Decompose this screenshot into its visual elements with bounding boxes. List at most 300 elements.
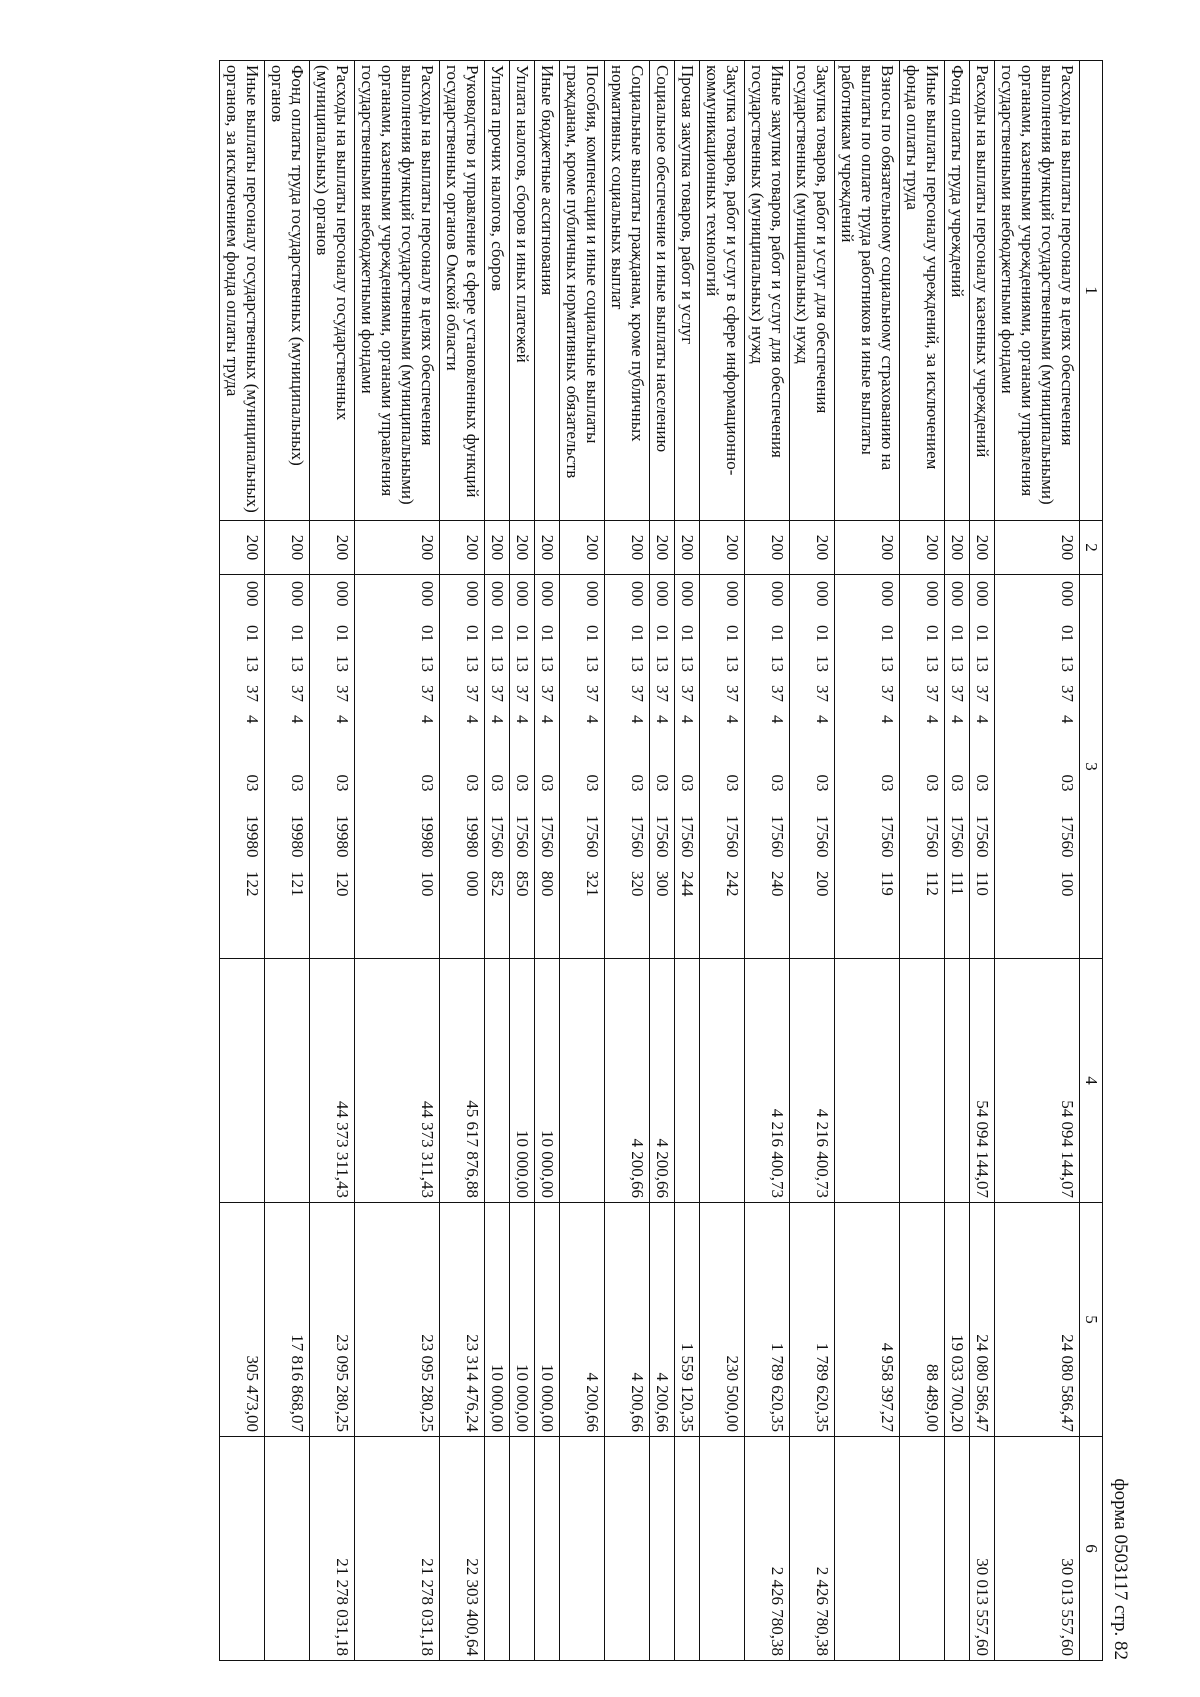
row-approved-amount: 54 094 144,07 — [970, 959, 995, 1203]
row-name: Социальные выплаты гражданам, кроме публичных нормативных социальных выплат — [605, 61, 650, 521]
table-row — [995, 61, 1080, 1661]
code-part: 19980 — [418, 815, 437, 858]
row-executed-amount: 4 200,66 — [650, 1203, 675, 1437]
row-unexecuted-amount — [900, 1437, 945, 1661]
code-parts — [287, 575, 307, 958]
row-approved-amount: 10 000,00 — [535, 959, 560, 1203]
code-part: 000 — [333, 581, 352, 607]
code-part: 03 — [878, 774, 897, 792]
code-part: 01 — [678, 625, 697, 642]
code-part: 17560 — [628, 815, 647, 858]
table-row — [675, 61, 700, 1661]
row-executed-amount: 88 489,00 — [900, 1203, 945, 1437]
row-approved-amount: 4 200,66 — [605, 959, 650, 1203]
code-part: 4 — [948, 715, 967, 724]
code-part: 13 — [333, 655, 352, 672]
table-row — [700, 61, 745, 1661]
row-executed-amount: 23 095 280,25 — [355, 1203, 440, 1437]
code-part: 111 — [948, 871, 967, 896]
code-part: 121 — [288, 871, 307, 897]
row-name: Пособия, компенсации и иные социальные выплаты гражданам, кроме публичных нормативных обязательств — [560, 61, 605, 521]
row-line-code: 200 — [835, 521, 900, 575]
code-part: 852 — [488, 871, 507, 897]
code-part: 4 — [463, 715, 482, 724]
row-classification-code — [265, 575, 310, 959]
code-part: 13 — [243, 655, 262, 672]
code-part: 120 — [333, 871, 352, 897]
row-approved-amount — [835, 959, 900, 1203]
table-row — [650, 61, 675, 1661]
row-classification-code — [220, 575, 265, 959]
row-classification-code — [485, 575, 510, 959]
code-parts — [487, 575, 507, 958]
code-part: 000 — [628, 581, 647, 607]
row-line-code: 200 — [605, 521, 650, 575]
table-row — [560, 61, 605, 1661]
table-row — [970, 61, 995, 1661]
code-part: 000 — [653, 581, 672, 607]
row-approved-amount — [945, 959, 970, 1203]
code-part: 37 — [538, 685, 557, 702]
code-part: 17560 — [923, 815, 942, 858]
code-part: 122 — [243, 871, 262, 897]
row-line-code: 200 — [970, 521, 995, 575]
code-part: 37 — [973, 685, 992, 702]
code-part: 37 — [678, 685, 697, 702]
code-part: 37 — [288, 685, 307, 702]
row-name: Социальное обеспечение и иные выплаты населению — [650, 61, 675, 521]
code-part: 4 — [878, 715, 897, 724]
table-row — [790, 61, 835, 1661]
row-line-code: 200 — [995, 521, 1080, 575]
row-classification-code — [900, 575, 945, 959]
code-part: 13 — [288, 655, 307, 672]
row-executed-amount: 230 500,00 — [700, 1203, 745, 1437]
code-part: 17560 — [513, 815, 532, 858]
row-unexecuted-amount — [535, 1437, 560, 1661]
code-part: 37 — [768, 685, 787, 702]
code-part: 37 — [723, 685, 742, 702]
row-approved-amount — [560, 959, 605, 1203]
code-part: 800 — [538, 871, 557, 897]
code-part: 01 — [513, 625, 532, 642]
code-part: 17560 — [678, 815, 697, 858]
code-part: 37 — [878, 685, 897, 702]
code-part: 01 — [813, 625, 832, 642]
code-part: 37 — [583, 685, 602, 702]
code-part: 13 — [813, 655, 832, 672]
code-part: 03 — [333, 774, 352, 792]
code-part: 03 — [723, 774, 742, 792]
code-parts — [627, 575, 647, 958]
col-header-4: 4 — [1080, 959, 1103, 1203]
table-row — [265, 61, 310, 1661]
code-part: 244 — [678, 871, 697, 897]
row-executed-amount: 24 080 586,47 — [995, 1203, 1080, 1437]
code-part: 37 — [488, 685, 507, 702]
code-part: 37 — [923, 685, 942, 702]
code-parts — [652, 575, 672, 958]
code-part: 100 — [1058, 871, 1077, 897]
row-line-code: 200 — [355, 521, 440, 575]
row-name: Уплата налогов, сборов и иных платежей — [510, 61, 535, 521]
row-executed-amount: 1 559 120,35 — [675, 1203, 700, 1437]
row-line-code: 200 — [265, 521, 310, 575]
code-part: 100 — [418, 871, 437, 897]
col-header-3: 3 — [1080, 575, 1103, 959]
code-part: 13 — [1058, 655, 1077, 672]
form-reference: форма 0503117 стр. 82 — [1110, 1478, 1131, 1660]
table-row — [220, 61, 265, 1661]
row-name: Иные выплаты персоналу государственных (муниципальных) органов, за исключением фонда оплаты труда — [220, 61, 265, 521]
table-row — [745, 61, 790, 1661]
code-part: 03 — [243, 774, 262, 792]
code-parts — [767, 575, 787, 958]
code-part: 37 — [513, 685, 532, 702]
code-part: 03 — [513, 774, 532, 792]
row-unexecuted-amount — [675, 1437, 700, 1661]
row-approved-amount: 44 373 311,43 — [310, 959, 355, 1203]
table-row — [900, 61, 945, 1661]
code-part: 03 — [488, 774, 507, 792]
code-part: 01 — [463, 625, 482, 642]
row-approved-amount: 45 617 876,88 — [440, 959, 485, 1203]
row-classification-code — [700, 575, 745, 959]
row-approved-amount: 10 000,00 — [510, 959, 535, 1203]
row-classification-code — [355, 575, 440, 959]
row-classification-code — [835, 575, 900, 959]
row-unexecuted-amount — [700, 1437, 745, 1661]
code-part: 37 — [628, 685, 647, 702]
row-executed-amount: 19 033 700,20 — [945, 1203, 970, 1437]
row-name: Иные выплаты персоналу учреждений, за исключением фонда оплаты труда — [900, 61, 945, 521]
row-line-code: 200 — [440, 521, 485, 575]
code-part: 4 — [678, 715, 697, 724]
code-part: 17560 — [488, 815, 507, 858]
code-part: 13 — [628, 655, 647, 672]
row-name: Расходы на выплаты персоналу в целях обеспечения выполнения функций государственными (муниципальными) органами, казенными учреждениями, органами управления государственными внебюджетными фондами — [355, 61, 440, 521]
table-row — [310, 61, 355, 1661]
row-executed-amount: 10 000,00 — [510, 1203, 535, 1437]
row-executed-amount: 4 200,66 — [560, 1203, 605, 1437]
code-part: 01 — [538, 625, 557, 642]
col-header-1: 1 — [1080, 61, 1103, 521]
table-row — [605, 61, 650, 1661]
code-part: 01 — [418, 625, 437, 642]
row-name: Расходы на выплаты персоналу в целях обеспечения выполнения функций государственными (муниципальными) органами, казенными учреждениями, органами управления государственными внебюджетными фондами — [995, 61, 1080, 521]
code-parts — [1057, 575, 1077, 958]
table-row — [945, 61, 970, 1661]
code-parts — [537, 575, 557, 958]
row-classification-code — [535, 575, 560, 959]
row-classification-code — [605, 575, 650, 959]
code-part: 000 — [288, 581, 307, 607]
code-part: 000 — [243, 581, 262, 607]
code-part: 242 — [723, 871, 742, 897]
code-part: 01 — [333, 625, 352, 642]
row-line-code: 200 — [510, 521, 535, 575]
row-unexecuted-amount: 22 303 400,64 — [440, 1437, 485, 1661]
row-executed-amount: 4 200,66 — [605, 1203, 650, 1437]
code-part: 37 — [1058, 685, 1077, 702]
code-part: 03 — [538, 774, 557, 792]
row-line-code: 200 — [745, 521, 790, 575]
row-approved-amount: 44 373 311,43 — [355, 959, 440, 1203]
code-part: 03 — [768, 774, 787, 792]
code-part: 321 — [583, 871, 602, 897]
row-executed-amount: 17 816 868,07 — [265, 1203, 310, 1437]
code-part: 4 — [538, 715, 557, 724]
row-approved-amount: 4 200,66 — [650, 959, 675, 1203]
code-part: 37 — [333, 685, 352, 702]
col-header-6: 6 — [1080, 1437, 1103, 1661]
code-part: 4 — [813, 715, 832, 724]
row-unexecuted-amount — [945, 1437, 970, 1661]
code-part: 19980 — [288, 815, 307, 858]
code-part: 4 — [243, 715, 262, 724]
code-part: 000 — [923, 581, 942, 607]
row-line-code: 200 — [675, 521, 700, 575]
code-part: 13 — [653, 655, 672, 672]
table-row — [355, 61, 440, 1661]
row-name: Прочая закупка товаров, работ и услуг — [675, 61, 700, 521]
code-part: 17560 — [768, 815, 787, 858]
code-part: 000 — [813, 581, 832, 607]
code-part: 17560 — [1058, 815, 1077, 858]
table-row — [835, 61, 900, 1661]
code-part: 01 — [878, 625, 897, 642]
code-part: 000 — [463, 871, 482, 897]
code-part: 03 — [583, 774, 602, 792]
table-row — [510, 61, 535, 1661]
code-parts — [332, 575, 352, 958]
row-line-code: 200 — [900, 521, 945, 575]
row-classification-code — [970, 575, 995, 959]
code-part: 000 — [463, 581, 482, 607]
row-line-code: 200 — [650, 521, 675, 575]
code-part: 000 — [488, 581, 507, 607]
code-part: 03 — [973, 774, 992, 792]
row-approved-amount: 54 094 144,07 — [995, 959, 1080, 1203]
code-part: 17560 — [948, 815, 967, 858]
row-executed-amount: 23 314 476,24 — [440, 1203, 485, 1437]
row-approved-amount — [675, 959, 700, 1203]
row-name: Фонд оплаты труда государственных (муниципальных) органов — [265, 61, 310, 521]
row-classification-code — [675, 575, 700, 959]
code-part: 03 — [463, 774, 482, 792]
code-part: 01 — [973, 625, 992, 642]
code-parts — [947, 575, 967, 958]
row-unexecuted-amount — [220, 1437, 265, 1661]
code-part: 4 — [628, 715, 647, 724]
code-part: 4 — [923, 715, 942, 724]
row-name: Закупка товаров, работ и услуг в сфере информационно-коммуникационных технологий — [700, 61, 745, 521]
code-part: 300 — [653, 871, 672, 897]
code-part: 01 — [768, 625, 787, 642]
code-parts — [972, 575, 992, 958]
code-parts — [677, 575, 697, 958]
code-part: 17560 — [653, 815, 672, 858]
row-classification-code — [310, 575, 355, 959]
row-name: Расходы на выплаты персоналу государственных (муниципальных) органов — [310, 61, 355, 521]
code-part: 000 — [418, 581, 437, 607]
code-part: 000 — [678, 581, 697, 607]
code-part: 01 — [488, 625, 507, 642]
row-line-code: 200 — [560, 521, 605, 575]
col-header-2: 2 — [1080, 521, 1103, 575]
row-name: Взносы по обязательному социальному страхованию на выплаты по оплате труда работников и иные выплаты работникам учреждений — [835, 61, 900, 521]
code-part: 4 — [418, 715, 437, 724]
row-line-code: 200 — [310, 521, 355, 575]
budget-execution-table — [219, 60, 1103, 1661]
row-name: Фонд оплаты труда учреждений — [945, 61, 970, 521]
code-part: 13 — [678, 655, 697, 672]
code-parts — [877, 575, 897, 958]
code-part: 03 — [653, 774, 672, 792]
row-approved-amount — [220, 959, 265, 1203]
code-part: 01 — [628, 625, 647, 642]
row-line-code: 200 — [700, 521, 745, 575]
row-classification-code — [745, 575, 790, 959]
code-part: 03 — [948, 774, 967, 792]
code-part: 000 — [538, 581, 557, 607]
row-classification-code — [650, 575, 675, 959]
code-part: 13 — [488, 655, 507, 672]
row-executed-amount: 23 095 280,25 — [310, 1203, 355, 1437]
code-parts — [242, 575, 262, 958]
code-part: 37 — [813, 685, 832, 702]
code-part: 4 — [333, 715, 352, 724]
row-name: Руководство и управление в сфере установленных функций государственных органов Омской области — [440, 61, 485, 521]
row-name: Иные закупки товаров, работ и услуг для обеспечения государственных (муниципальных) нужд — [745, 61, 790, 521]
row-line-code: 200 — [485, 521, 510, 575]
code-part: 4 — [583, 715, 602, 724]
code-part: 19980 — [463, 815, 482, 858]
code-part: 13 — [538, 655, 557, 672]
code-parts — [512, 575, 532, 958]
code-part: 4 — [723, 715, 742, 724]
row-name: Закупка товаров, работ и услуг для обеспечения государственных (муниципальных) нужд — [790, 61, 835, 521]
code-parts — [722, 575, 742, 958]
code-part: 19980 — [243, 815, 262, 858]
code-part: 17560 — [583, 815, 602, 858]
row-unexecuted-amount: 30 013 557,60 — [995, 1437, 1080, 1661]
row-unexecuted-amount — [650, 1437, 675, 1661]
code-part: 13 — [768, 655, 787, 672]
row-unexecuted-amount — [835, 1437, 900, 1661]
code-part: 03 — [288, 774, 307, 792]
code-part: 13 — [463, 655, 482, 672]
col-header-5: 5 — [1080, 1203, 1103, 1437]
code-part: 000 — [583, 581, 602, 607]
code-parts — [417, 575, 437, 958]
code-part: 4 — [1058, 715, 1077, 724]
code-part: 01 — [1058, 625, 1077, 642]
row-approved-amount — [900, 959, 945, 1203]
code-part: 13 — [973, 655, 992, 672]
row-executed-amount: 10 000,00 — [535, 1203, 560, 1437]
code-part: 13 — [948, 655, 967, 672]
code-parts — [462, 575, 482, 958]
code-parts — [582, 575, 602, 958]
row-unexecuted-amount: 21 278 031,18 — [310, 1437, 355, 1661]
row-classification-code — [945, 575, 970, 959]
table-row — [485, 61, 510, 1661]
row-line-code: 200 — [220, 521, 265, 575]
row-line-code: 200 — [790, 521, 835, 575]
code-part: 37 — [243, 685, 262, 702]
row-name: Расходы на выплаты персоналу казенных учреждений — [970, 61, 995, 521]
code-part: 13 — [513, 655, 532, 672]
code-part: 000 — [1058, 581, 1077, 607]
code-part: 19980 — [333, 815, 352, 858]
code-part: 01 — [948, 625, 967, 642]
row-name: Иные бюджетные ассигнования — [535, 61, 560, 521]
code-part: 4 — [488, 715, 507, 724]
row-classification-code — [790, 575, 835, 959]
code-part: 000 — [878, 581, 897, 607]
row-unexecuted-amount — [510, 1437, 535, 1661]
code-part: 320 — [628, 871, 647, 897]
row-unexecuted-amount: 30 013 557,60 — [970, 1437, 995, 1661]
code-part: 17560 — [813, 815, 832, 858]
code-part: 37 — [418, 685, 437, 702]
row-classification-code — [560, 575, 605, 959]
code-part: 03 — [418, 774, 437, 792]
code-part: 01 — [923, 625, 942, 642]
table-row — [440, 61, 485, 1661]
row-approved-amount — [265, 959, 310, 1203]
code-part: 03 — [628, 774, 647, 792]
code-part: 4 — [513, 715, 532, 724]
row-classification-code — [995, 575, 1080, 959]
code-part: 13 — [723, 655, 742, 672]
code-part: 000 — [948, 581, 967, 607]
code-part: 13 — [418, 655, 437, 672]
code-part: 200 — [813, 871, 832, 897]
report-page — [67, 60, 1133, 1660]
row-executed-amount: 10 000,00 — [485, 1203, 510, 1437]
row-unexecuted-amount — [485, 1437, 510, 1661]
column-number-row — [1080, 61, 1103, 1661]
code-part: 4 — [288, 715, 307, 724]
code-part: 000 — [513, 581, 532, 607]
row-unexecuted-amount: 2 426 780,38 — [790, 1437, 835, 1661]
row-approved-amount — [700, 959, 745, 1203]
row-unexecuted-amount: 21 278 031,18 — [355, 1437, 440, 1661]
code-part: 850 — [513, 871, 532, 897]
code-part: 37 — [948, 685, 967, 702]
row-line-code: 200 — [945, 521, 970, 575]
row-executed-amount: 305 473,00 — [220, 1203, 265, 1437]
code-part: 112 — [923, 871, 942, 896]
row-unexecuted-amount — [265, 1437, 310, 1661]
row-classification-code — [510, 575, 535, 959]
code-part: 000 — [768, 581, 787, 607]
row-unexecuted-amount: 2 426 780,38 — [745, 1437, 790, 1661]
code-part: 01 — [583, 625, 602, 642]
row-name: Уплата прочих налогов, сборов — [485, 61, 510, 521]
table-row — [535, 61, 560, 1661]
code-part: 13 — [923, 655, 942, 672]
code-part: 37 — [463, 685, 482, 702]
row-executed-amount: 4 958 397,27 — [835, 1203, 900, 1437]
code-part: 17560 — [973, 815, 992, 858]
code-part: 13 — [878, 655, 897, 672]
row-executed-amount: 24 080 586,47 — [970, 1203, 995, 1437]
row-classification-code — [440, 575, 485, 959]
code-part: 000 — [973, 581, 992, 607]
